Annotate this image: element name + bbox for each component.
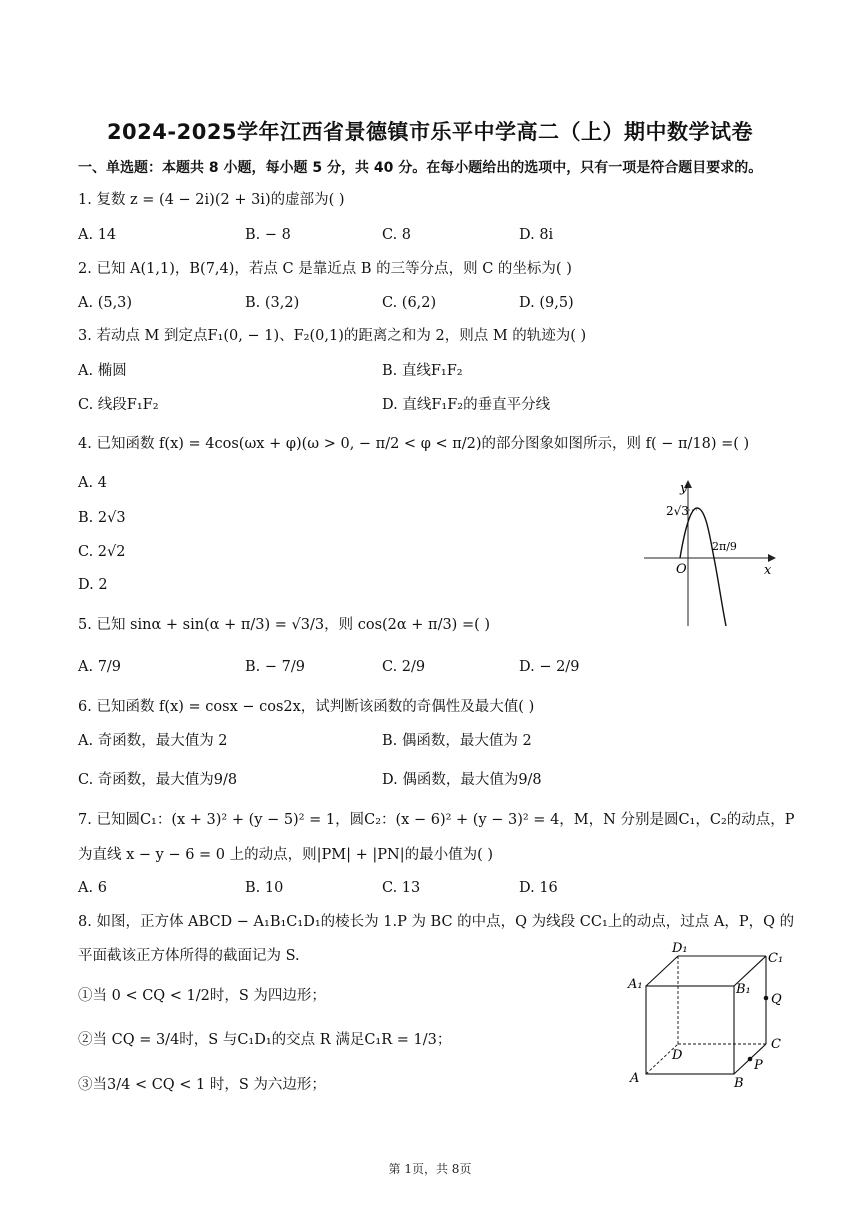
q3-option-b: B. 直线F₁F₂ (382, 363, 463, 379)
cube-point-q (764, 996, 769, 1001)
q4-option-b: B. 2√3 (78, 510, 126, 526)
question-8-stem-line1: 8. 如图，正方体 ABCD − A₁B₁C₁D₁的棱长为 1.P 为 BC 的中点，Q 为线段 CC₁上的动点，过点 A，P，Q 的 (78, 914, 795, 930)
graph-y-label: y (680, 481, 688, 496)
q1-option-a: A. 14 (78, 227, 117, 243)
q2-option-c: C. (6,2) (382, 295, 437, 311)
cube-label-b: B (734, 1076, 744, 1088)
graph-origin-label: O (676, 562, 687, 577)
graph-x-label: x (764, 563, 772, 578)
question-6-stem: 6. 已知函数 f(x) = cosx − cos2x，试判断该函数的奇偶性及最大值( ) (78, 699, 535, 715)
cube-label-d: D (672, 1048, 683, 1063)
graph-peak-label: 2√3 (666, 504, 689, 518)
question-3-stem: 3. 若动点 M 到定点F₁(0, − 1)、F₂(0,1)的距离之和为 2，则点 M 的轨迹为( ) (78, 328, 587, 344)
q7-option-a: A. 6 (78, 880, 107, 896)
cube-label-q: Q (771, 992, 782, 1007)
q5-option-c: C. 2/9 (382, 659, 426, 675)
q6-option-c: C. 奇函数，最大值为9/8 (78, 772, 238, 788)
q5-option-d: D. − 2/9 (519, 659, 580, 675)
cube-label-d1: D₁ (672, 941, 688, 956)
q2-option-a: A. (5,3) (78, 295, 133, 311)
q3-option-c: C. 线段F₁F₂ (78, 397, 159, 413)
q7-option-b: B. 10 (245, 880, 284, 896)
graph-zero-label: 2π/9 (712, 540, 737, 553)
q6-option-d: D. 偶函数，最大值为9/8 (382, 772, 542, 788)
cube-label-b1: B₁ (736, 982, 751, 997)
cube-label-a: A (630, 1071, 640, 1086)
question-1-stem: 1. 复数 z = (4 − 2i)(2 + 3i)的虚部为( ) (78, 192, 345, 208)
cube-figure (622, 938, 790, 1088)
question-4-stem: 4. 已知函数 f(x) = 4cos(ωx + φ)(ω > 0, − π/2 < φ < π/2)的部分图象如图所示，则 f( − π/18) =( ) (78, 436, 750, 452)
q1-option-b: B. − 8 (245, 227, 291, 243)
q3-option-a: A. 椭圆 (78, 363, 127, 379)
q4-option-c: C. 2√2 (78, 544, 126, 560)
q8-statement-2: ②当 CQ = 3/4时，S 与C₁D₁的交点 R 满足C₁R = 1/3； (78, 1032, 452, 1048)
q2-option-d: D. (9,5) (519, 295, 574, 311)
q6-option-b: B. 偶函数，最大值为 2 (382, 733, 532, 749)
question-2-stem: 2. 已知 A(1,1)，B(7,4)，若点 C 是靠近点 B 的三等分点，则 C 的坐标为( ) (78, 261, 572, 277)
q5-option-a: A. 7/9 (78, 659, 122, 675)
cube-label-c1: C₁ (768, 951, 784, 966)
question-8-stem-line2: 平面截该正方体所得的截面记为 S. (78, 948, 300, 964)
q7-option-d: D. 16 (519, 880, 558, 896)
q8-statement-1: ①当 0 < CQ < 1/2时，S 为四边形； (78, 988, 326, 1004)
q5-option-b: B. − 7/9 (245, 659, 305, 675)
q3-option-d: D. 直线F₁F₂的垂直平分线 (382, 397, 551, 413)
question-7-stem-line1: 7. 已知圆C₁：(x + 3)² + (y − 5)² = 1，圆C₂：(x − 6)² + (y − 3)² = 4，M，N 分别是圆C₁，C₂的动点，P (78, 812, 795, 828)
q1-option-c: C. 8 (382, 227, 412, 243)
question-5-stem: 5. 已知 sinα + sin(α + π/3) = √3/3，则 cos(2α + π/3) =( ) (78, 617, 491, 633)
page-footer: 第 1页，共 8页 (388, 1162, 472, 1176)
page-title: 2024-2025学年江西省景德镇市乐平中学高二（上）期中数学试卷 (106, 120, 754, 144)
q8-statement-3: ③当3/4 < CQ < 1 时，S 为六边形； (78, 1077, 326, 1093)
q6-option-a: A. 奇函数，最大值为 2 (78, 733, 228, 749)
q1-option-d: D. 8i (519, 227, 554, 243)
q4-option-a: A. 4 (78, 475, 107, 491)
q7-option-c: C. 13 (382, 880, 421, 896)
cube-point-p (748, 1057, 753, 1062)
question-7-stem-line2: 为直线 x − y − 6 = 0 上的动点，则|PM| + |PN|的最小值为( ) (78, 847, 494, 863)
cube-label-c: C (771, 1037, 781, 1052)
q2-option-b: B. (3,2) (245, 295, 300, 311)
cube-label-a1: A₁ (628, 977, 643, 992)
cosine-graph-figure (640, 474, 780, 632)
q4-option-d: D. 2 (78, 577, 108, 593)
section-heading: 一、单选题：本题共 8 小题，每小题 5 分，共 40 分。在每小题给出的选项中，只有一项是符合题目要求的。 (78, 160, 763, 176)
cube-label-p: P (754, 1058, 763, 1073)
